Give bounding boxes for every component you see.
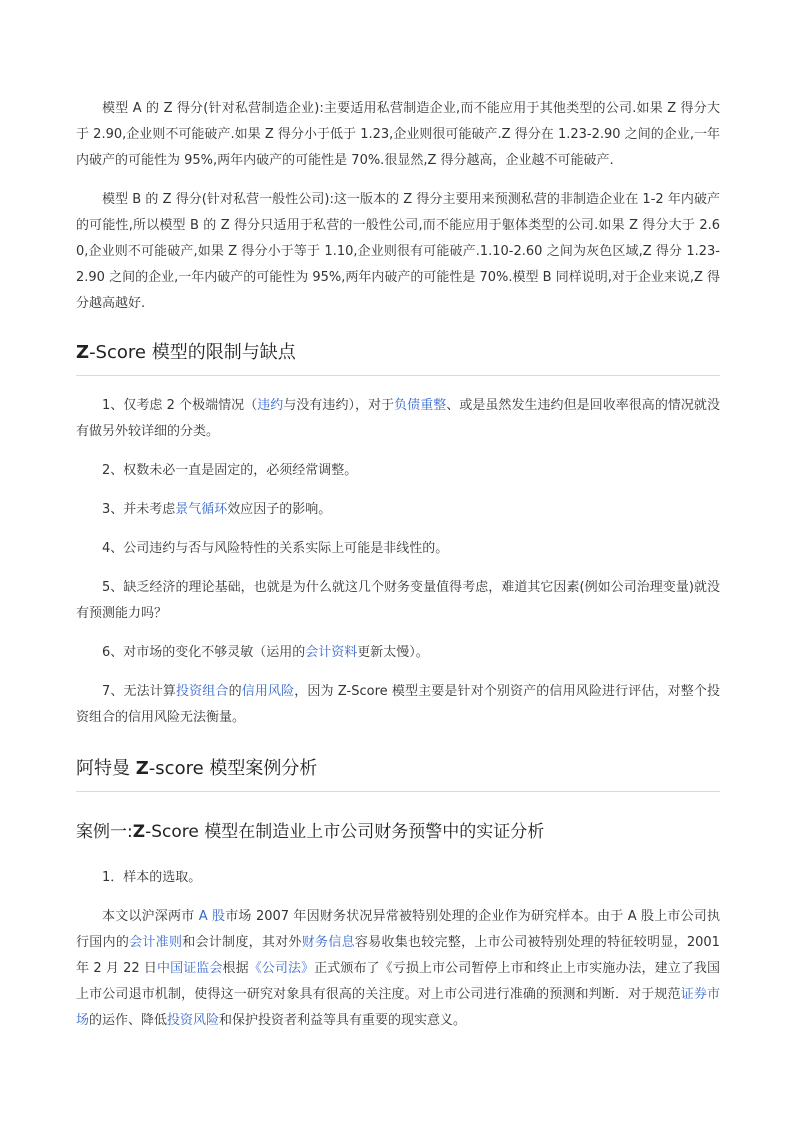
model-a-paragraph: 模型 A 的 Z 得分(针对私营制造企业):主要适用私营制造企业,而不能应用于其他类型的公司.如果 Z 得分大于 2.90,企业则不可能破产.如果 Z 得分小于低于 1.23,企业则很可能破产.Z 得分在 1.23-2.90 之间的企业,一年内破产的可能性为 95%,两年内破产的可能性是 70%.很显然,Z 得分越高，企业越不可能破产. — [76, 101, 720, 168]
limit-item-1 — [76, 393, 720, 445]
text-run: 、或是虽然发生违约但是回收率很高的情况就没有做另外较详细的分类。 — [76, 398, 720, 439]
text-run: 和会计制度，其对外 — [182, 935, 302, 950]
link-financial-info[interactable]: 财务信息 — [301, 935, 355, 950]
case-body-paragraph — [76, 904, 720, 1034]
link-securities-market[interactable]: 证券市场 — [76, 987, 720, 1028]
limit-item-4: 4、公司违约与否与风险特性的关系实际上可能是非线性的。 — [102, 541, 449, 556]
link-accounting-data[interactable]: 会计资料 — [305, 645, 358, 660]
link-investment-risk[interactable]: 投资风险 — [167, 1013, 220, 1028]
limits-heading-bold: Z — [76, 342, 90, 363]
limit-item-6 — [76, 640, 720, 666]
case-one-bold: Z — [132, 822, 146, 842]
text-run: 本文以沪深两市 — [102, 909, 199, 924]
step-1: 1．样本的选取。 — [102, 870, 202, 885]
link-debt-restructuring[interactable]: 负债重整 — [394, 398, 447, 413]
limit-item-3 — [76, 497, 720, 523]
text-run: 和保护投资者利益等具有重要的现实意义。 — [219, 1013, 467, 1028]
link-a-shares[interactable]: A 股 — [198, 909, 226, 924]
limit-item-7 — [76, 679, 720, 731]
text-run: 1、仅考虑 2 个极端情况（ — [102, 398, 258, 413]
text-run: 与没有违约），对于 — [283, 398, 395, 413]
text-run: ，因为 Z-Score 模型主要是针对个别资产的信用风险进行评估，对整个投资组合的信用风险无法衡量。 — [76, 684, 720, 725]
limits-heading-text: -Score 模型的限制与缺点 — [89, 342, 296, 363]
case-one-prefix: 案例一: — [76, 822, 133, 842]
link-csrc[interactable]: 中国证监会 — [157, 961, 223, 976]
link-company-law[interactable]: 《公司法》 — [248, 961, 315, 976]
link-accounting-standards[interactable]: 会计准则 — [129, 935, 183, 950]
link-portfolio[interactable]: 投资组合 — [176, 684, 229, 699]
limits-heading — [76, 340, 720, 376]
text-run: 3、并未考虑 — [102, 502, 176, 517]
case-heading — [76, 756, 720, 792]
document-page — [76, 96, 720, 1034]
text-run: 根据 — [222, 961, 249, 976]
link-business-cycle[interactable]: 景气循环 — [175, 502, 228, 517]
link-credit-risk[interactable]: 信用风险 — [241, 684, 295, 699]
case-heading-bold: Z — [135, 758, 149, 779]
text-run: 容易收集也较完整，上市公司被特别处理的特征较明显，2001 年 2 月 22 日 — [76, 935, 720, 976]
text-run: 正式颁布了《亏损上市公司暂停上市和终止上市实施办法，建立了我国上市公司退市机制，使得这一研究对象具有很高的关注度。对上市公司进行准确的预测和判断．对于规范 — [76, 961, 720, 1002]
text-run: 效应因子的影响。 — [227, 502, 332, 517]
text-run: 更新太慢）。 — [357, 645, 429, 660]
case-heading-text: -score 模型案例分析 — [148, 758, 318, 779]
case-one-text: -Score 模型在制造业上市公司财务预警中的实证分析 — [145, 822, 545, 842]
case-heading-prefix: 阿特曼 — [76, 758, 136, 779]
text-run: 6、对市场的变化不够灵敏（运用的 — [102, 645, 306, 660]
text-run: 7、无法计算 — [102, 684, 177, 699]
link-default[interactable]: 违约 — [257, 398, 284, 413]
text-run: 的运作、降低 — [89, 1013, 168, 1028]
text-run: 市场 2007 年因财务状况异常被特别处理的企业作为研究样本。由于 A 股上市公司执行国内的 — [76, 909, 720, 950]
text-run: 的 — [228, 684, 242, 699]
case-one-heading — [76, 819, 720, 845]
limit-item-5: 5、缺乏经济的理论基础，也就是为什么就这几个财务变量值得考虑，难道其它因素(例如公司治理变量)就没有预测能力吗？ — [76, 580, 720, 621]
limit-item-2: 2、权数未必一直是固定的，必须经常调整。 — [102, 463, 358, 478]
model-b-paragraph: 模型 B 的 Z 得分(针对私营一般性公司):这一版本的 Z 得分主要用来预测私营的非制造企业在 1-2 年内破产的可能性,所以模型 B 的 Z 得分只适用于私营的一般性公司,而不能应用于躯体类型的公司.如果 Z 得分大于 2.60,企业则不可能破产,如果 Z 得分小于等于 1.10,企业则很有可能破产.1.10-2.60 之间为灰色区域,Z 得分 1.23-2.90 之间的企业,一年内破产的可能性为 95%,两年内破产的可能性是 70%.模型 B 同样说明,对于企业来说,Z 得分越高越好. — [76, 192, 721, 311]
